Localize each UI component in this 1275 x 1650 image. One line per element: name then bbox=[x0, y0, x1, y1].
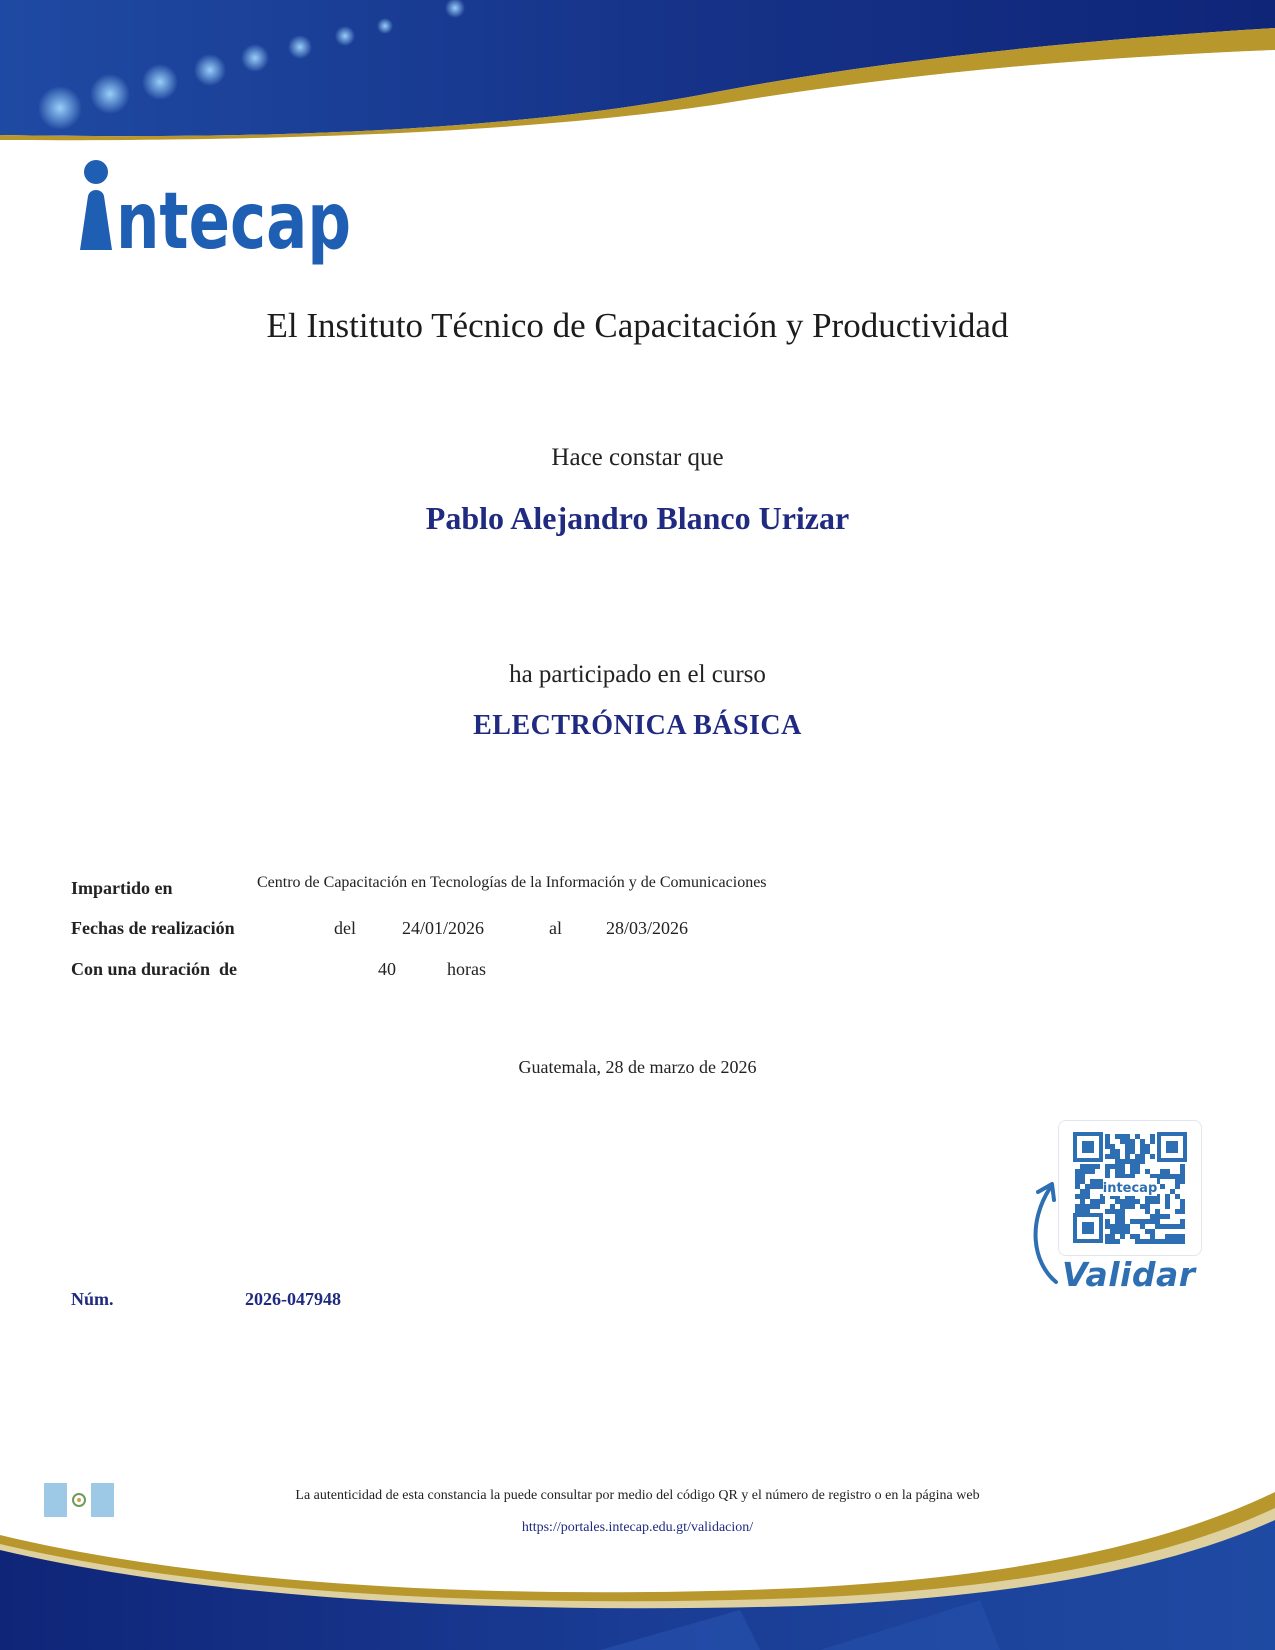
authenticity-note: La autenticidad de esta constancia la puede consultar por medio del código QR y el número de registro o en la página web bbox=[295, 1488, 980, 1503]
place-date: Guatemala, 28 de marzo de 2026 bbox=[518, 1057, 757, 1077]
registration-number: 2026-047948 bbox=[245, 1289, 341, 1309]
location-label: Impartido en bbox=[71, 878, 173, 898]
curved-arrow-icon bbox=[1026, 1178, 1062, 1288]
intro-text: Hace constar que bbox=[551, 444, 724, 471]
validation-link[interactable]: https://portales.intecap.edu.gt/validacion/ bbox=[521, 1520, 754, 1535]
from-label: del bbox=[334, 918, 356, 938]
top-decorative-band bbox=[0, 0, 1275, 150]
intecap-logo bbox=[72, 152, 362, 292]
participation-text: ha participado en el curso bbox=[509, 661, 766, 688]
duration-label: Con una duración de bbox=[71, 959, 238, 979]
qr-code-card[interactable] bbox=[1058, 1120, 1202, 1256]
dates-label: Fechas de realización bbox=[71, 918, 235, 938]
duration-value: 40 bbox=[378, 959, 396, 979]
duration-unit: horas bbox=[447, 959, 486, 979]
registration-label: Núm. bbox=[71, 1289, 114, 1309]
to-date: 28/03/2026 bbox=[606, 918, 689, 938]
validate-button[interactable]: Validar bbox=[1062, 1255, 1196, 1294]
svg-text:intecap: intecap bbox=[1102, 1181, 1158, 1196]
location-value: Centro de Capacitación en Tecnologías de la Información y de Comunicaciones bbox=[257, 874, 767, 891]
qr-code-icon bbox=[1059, 1121, 1201, 1255]
recipient-name: Pablo Alejandro Blanco Urizar bbox=[425, 500, 850, 536]
course-name: ELECTRÓNICA BÁSICA bbox=[473, 710, 802, 741]
from-date: 24/01/2026 bbox=[402, 918, 485, 938]
qr-validation[interactable] bbox=[1026, 1118, 1206, 1308]
to-label: al bbox=[549, 918, 562, 938]
institution-title: El Instituto Técnico de Capacitación y Productividad bbox=[266, 306, 1009, 345]
svg-text:ntecap: ntecap bbox=[116, 177, 351, 267]
